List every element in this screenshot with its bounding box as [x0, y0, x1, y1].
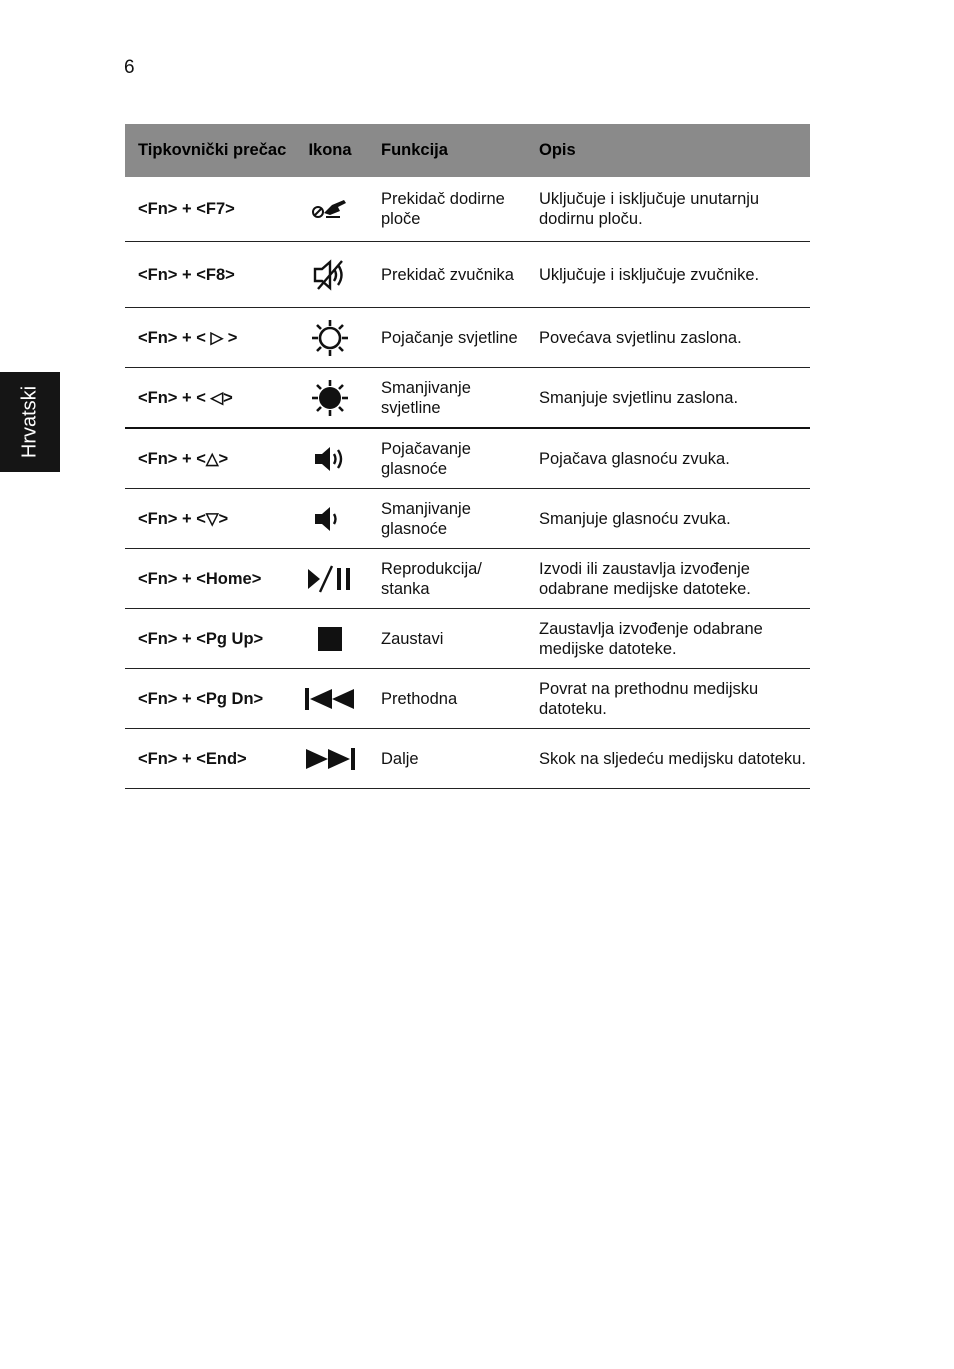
- shortcut-table: [125, 124, 810, 789]
- description-cell: Skok na sljedeću medijsku datoteku.: [526, 729, 810, 789]
- shortcut-cell: <Fn> + <△>: [125, 428, 292, 489]
- function-cell: Zaustavi: [368, 609, 526, 669]
- table-row: [125, 489, 810, 549]
- table-row: [125, 242, 810, 308]
- side-tab-label: Hrvatski: [18, 385, 41, 459]
- description-cell: Smanjuje glasnoću zvuka.: [526, 489, 810, 549]
- description-cell: Povećava svjetlinu zaslona.: [526, 308, 810, 368]
- function-cell: Prekidač dodirne ploče: [368, 177, 526, 242]
- function-cell: Smanjivanje svjetline: [368, 368, 526, 429]
- description-cell: Uključuje i isključuje zvučnike.: [526, 242, 810, 308]
- touchpad-toggle-icon: [310, 195, 350, 223]
- header-shortcut: Tipkovnički prečac: [125, 124, 292, 177]
- speaker-toggle-icon: [312, 258, 348, 292]
- previous-track-icon: [304, 688, 356, 710]
- function-cell: Pojačanje svjetline: [368, 308, 526, 368]
- shortcut-cell: <Fn> + <F7>: [125, 177, 292, 242]
- function-cell: Dalje: [368, 729, 526, 789]
- description-cell: Smanjuje svjetlinu zaslona.: [526, 368, 810, 429]
- shortcut-cell: <Fn> + <▽>: [125, 489, 292, 549]
- shortcut-cell: <Fn> + < ◁>: [125, 368, 292, 429]
- function-cell: Prethodna: [368, 669, 526, 729]
- volume-up-icon: [313, 444, 347, 474]
- header-description: Opis: [526, 124, 810, 177]
- header-icon: Ikona: [292, 124, 368, 177]
- function-cell: Pojačavanje glasnoće: [368, 428, 526, 489]
- stop-icon: [318, 627, 342, 651]
- table-row: [125, 669, 810, 729]
- next-track-icon: [304, 748, 356, 770]
- table-row: [125, 368, 810, 429]
- description-cell: Povrat na prethodnu medijsku datoteku.: [526, 669, 810, 729]
- shortcut-cell: <Fn> + <Pg Dn>: [125, 669, 292, 729]
- description-cell: Izvodi ili zaustavlja izvođenje odabrane medijske datoteke.: [526, 549, 810, 609]
- function-cell: Prekidač zvučnika: [368, 242, 526, 308]
- function-cell: Reprodukcija/ stanka: [368, 549, 526, 609]
- play-pause-icon: [306, 564, 354, 594]
- shortcut-cell: <Fn> + < ▷ >: [125, 308, 292, 368]
- table-header-row: [125, 124, 810, 177]
- table-row: [125, 549, 810, 609]
- page-number: 6: [124, 57, 135, 78]
- header-function: Funkcija: [368, 124, 526, 177]
- shortcut-cell: <Fn> + <F8>: [125, 242, 292, 308]
- table-row: [125, 177, 810, 242]
- description-cell: Zaustavlja izvođenje odabrane medijske datoteke.: [526, 609, 810, 669]
- shortcut-cell: <Fn> + <Home>: [125, 549, 292, 609]
- brightness-down-icon: [311, 379, 349, 417]
- volume-down-icon: [313, 504, 347, 534]
- table-row: [125, 428, 810, 489]
- brightness-up-icon: [311, 319, 349, 357]
- table-row: [125, 308, 810, 368]
- table-row: [125, 729, 810, 789]
- function-cell: Smanjivanje glasnoće: [368, 489, 526, 549]
- table-row: [125, 609, 810, 669]
- language-side-tab: [0, 372, 60, 472]
- description-cell: Pojačava glasnoću zvuka.: [526, 428, 810, 489]
- description-cell: Uključuje i isključuje unutarnju dodirnu ploču.: [526, 177, 810, 242]
- shortcut-cell: <Fn> + <End>: [125, 729, 292, 789]
- shortcut-cell: <Fn> + <Pg Up>: [125, 609, 292, 669]
